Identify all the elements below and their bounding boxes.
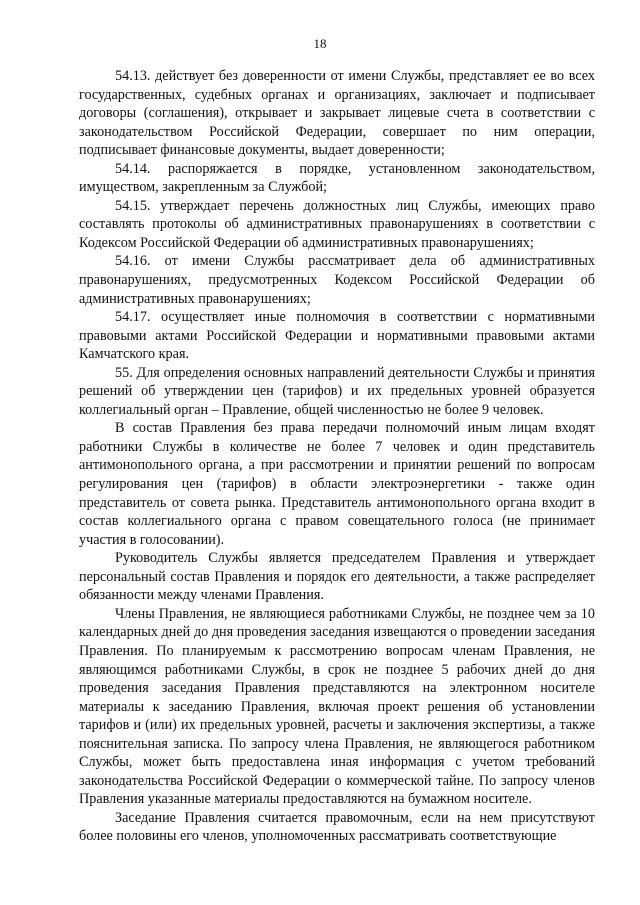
paragraph-board-composition: В состав Правления без права передачи полномочий иным лицам входят работники Службы в количестве не более 7 человек и один представитель антимонопольного органа, а при рассмотрении и принятии решений по вопросам регулирования цен (тарифов) в области электроэнергетики - также один представитель от совета рынка. Представитель антимонопольного органа входит в состав коллегиального органа с правом совещательного голоса (не принимает участия в голосовании). bbox=[79, 420, 595, 548]
paragraph-54-14: 54.14. распоряжается в порядке, установленном законодательством, имуществом, закрепленным за Службой; bbox=[79, 160, 595, 196]
paragraph-54-16: 54.16. от имени Службы рассматривает дела об административных правонарушениях, предусмотренных Кодексом Российской Федерации об административных правонарушениях; bbox=[79, 253, 595, 307]
paragraph-55: 55. Для определения основных направлений деятельности Службы и принятия решений об утверждении цен (тарифов) и их предельных уровней образуется коллегиальный орган – Правление, общей численностью не более 9 человек. bbox=[79, 364, 595, 418]
paragraph-board-quorum: Заседание Правления считается правомочным, если на нем присутствуют более половины его членов, уполномоченных рассматривать соответствующие bbox=[79, 809, 595, 845]
paragraph-54-13: 54.13. действует без доверенности от имени Службы, представляет ее во всех государственных, судебных органах и организациях, заключает и подписывает договоры (соглашения), открывает и закрывает лицевые счета в соответствии с законодательством Российской Федерации, совершает по ним операции, подписывает финансовые документы, выдает доверенности; bbox=[79, 68, 595, 159]
paragraph-54-15: 54.15. утверждает перечень должностных лиц Службы, имеющих право составлять протоколы об административных правонарушениях в соответствии с Кодексом Российской Федерации об административных правонарушениях; bbox=[79, 197, 595, 251]
document-body bbox=[79, 67, 595, 846]
paragraph-board-members-notice: Члены Правления, не являющиеся работниками Службы, не позднее чем за 10 календарных дней до дня проведения заседания извещаются о проведении заседания Правления. По планируемым к рассмотрению вопросам членам Правления, не являющимся работниками Службы, в срок не позднее 5 рабочих дней до дня проведения заседания Правления представляются на электронном носителе материалы к заседанию Правления, включая проект решения об установлении тарифов и (или) их предельных уровней, расчеты и заключения экспертизы, а также пояснительная записка. По запросу члена Правления, не являющегося работником Службы, может быть предоставлена иная информация с учетом требований законодательства Российской Федерации о коммерческой тайне. По запросу членов Правления указанные материалы предоставляются на бумажном носителе. bbox=[79, 605, 595, 808]
paragraph-board-chairman: Руководитель Службы является председателем Правления и утверждает персональный состав Правления и порядок его деятельности, а также распределяет обязанности между членами Правления. bbox=[79, 550, 595, 604]
paragraph-54-17: 54.17. осуществляет иные полномочия в соответствии с нормативными правовыми актами Российской Федерации и нормативными правовыми актами Камчатского края. bbox=[79, 309, 595, 363]
page-number: 18 bbox=[313, 36, 327, 51]
